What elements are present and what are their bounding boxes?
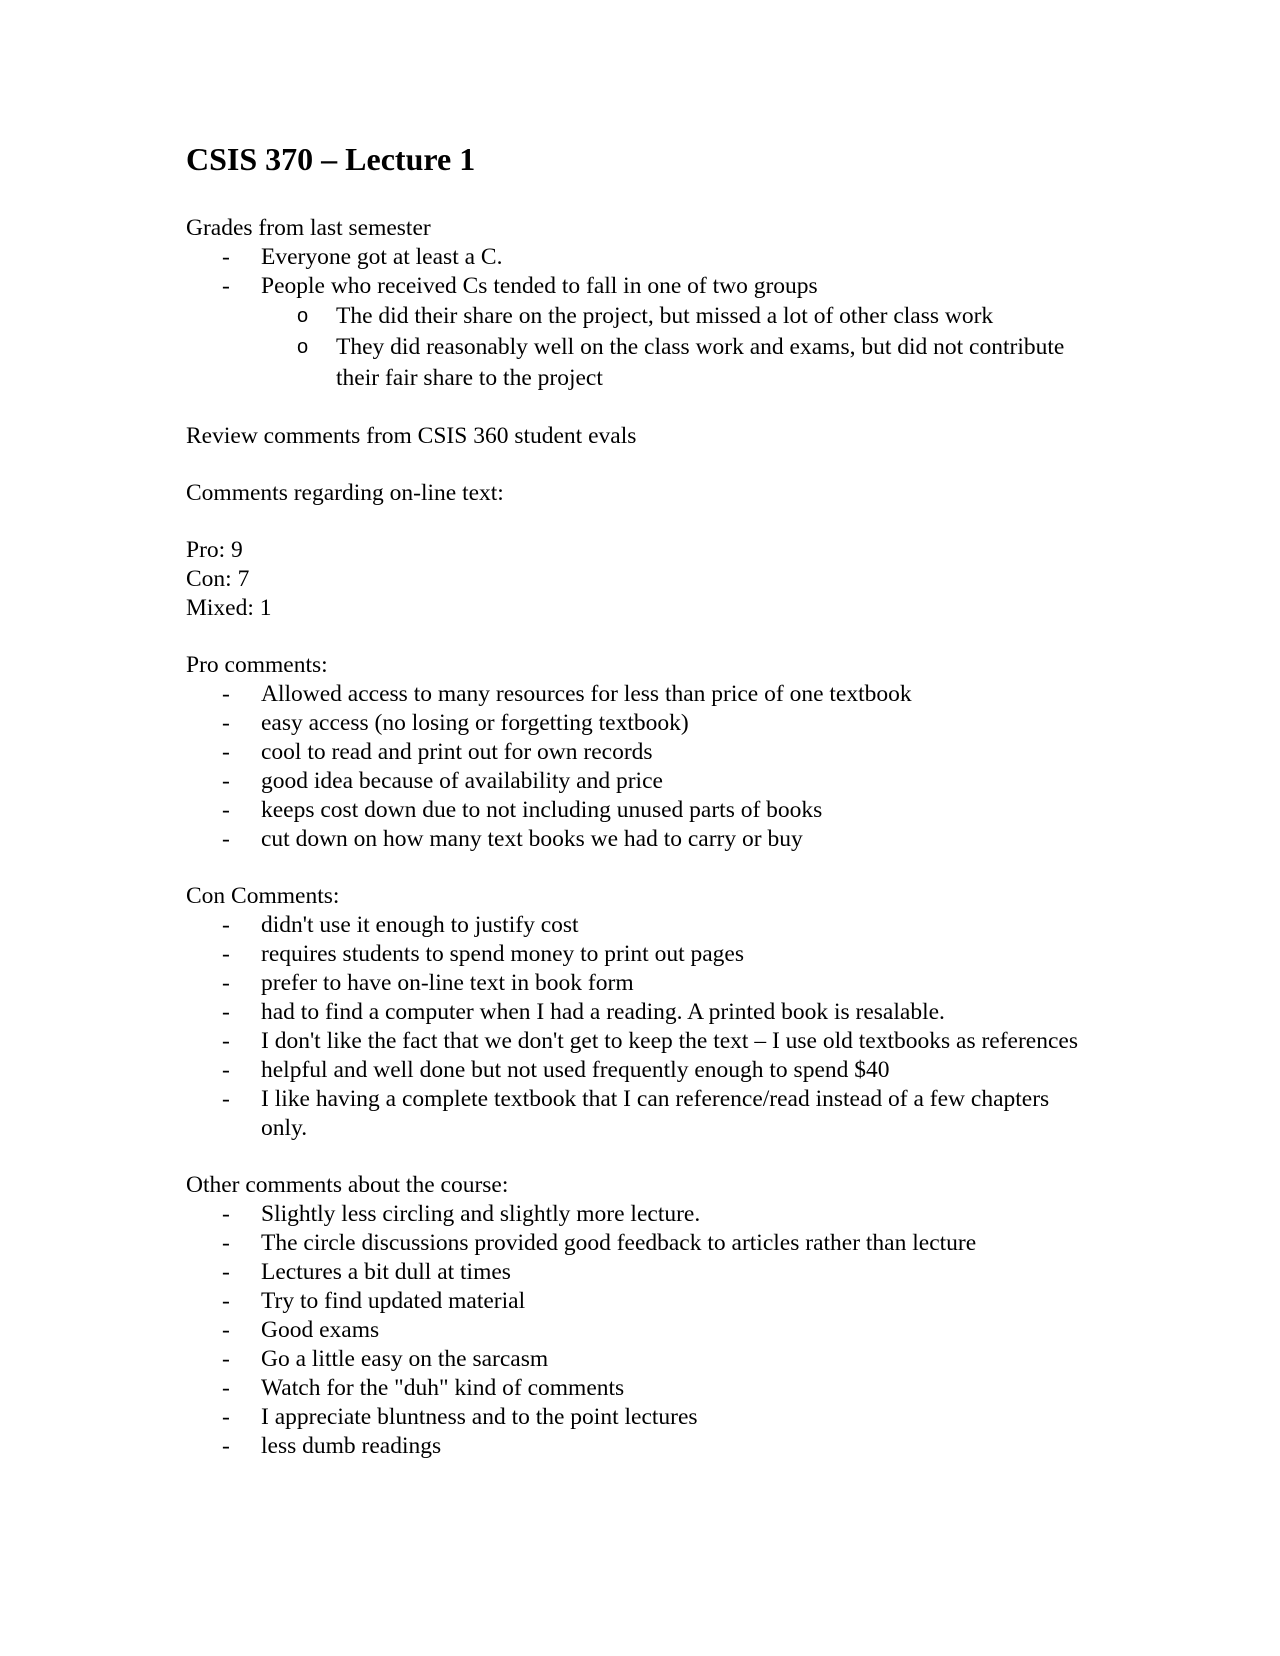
list-item-text: Slightly less circling and slightly more lecture. xyxy=(261,1201,701,1228)
list-item-text: easy access (no losing or forgetting textbook) xyxy=(261,710,689,737)
circle-bullet: o xyxy=(297,305,309,328)
list-item xyxy=(186,969,1086,998)
dash-bullet: - xyxy=(222,970,230,997)
list-item-text: Good exams xyxy=(261,1317,380,1344)
pro-comments-heading: Pro comments: xyxy=(186,652,328,679)
list-item xyxy=(186,825,1086,854)
list-item xyxy=(186,1258,1086,1287)
sublist-item-text: The did their share on the project, but missed a lot of other class work xyxy=(336,303,994,330)
list-item xyxy=(186,1403,1086,1432)
list-item xyxy=(186,796,1086,825)
list-item-text: I don't like the fact that we don't get to keep the text – I use old textbooks as references xyxy=(261,1028,1078,1055)
list-item-text: had to find a computer when I had a reading. A printed book is resalable. xyxy=(261,999,945,1026)
con-comments-list xyxy=(186,911,1086,1143)
sublist-item xyxy=(261,332,1086,394)
list-item xyxy=(186,911,1086,940)
list-item-text: Watch for the "duh" kind of comments xyxy=(261,1375,625,1402)
dash-bullet: - xyxy=(222,1317,230,1344)
list-item-text: I appreciate bluntness and to the point lectures xyxy=(261,1404,698,1431)
list-item xyxy=(186,1345,1086,1374)
list-item xyxy=(186,1085,1086,1143)
list-item-text: Everyone got at least a C. xyxy=(261,244,503,271)
list-item-text: The circle discussions provided good feedback to articles rather than lecture xyxy=(261,1230,977,1257)
list-item xyxy=(186,1287,1086,1316)
list-item-text: cool to read and print out for own records xyxy=(261,739,653,766)
other-comments-heading: Other comments about the course: xyxy=(186,1172,509,1199)
grades-heading: Grades from last semester xyxy=(186,215,431,242)
document-body xyxy=(186,140,1086,1461)
list-item xyxy=(186,767,1086,796)
list-item-text: Go a little easy on the sarcasm xyxy=(261,1346,549,1373)
list-item-text: People who received Cs tended to fall in one of two groups xyxy=(261,273,818,300)
list-item-text: good idea because of availability and price xyxy=(261,768,663,795)
tally-con: Con: 7 xyxy=(186,566,250,593)
grades-list xyxy=(186,243,1086,394)
list-item xyxy=(186,998,1086,1027)
list-item-text: keeps cost down due to not including unused parts of books xyxy=(261,797,823,824)
tally-pro: Pro: 9 xyxy=(186,537,243,564)
list-item xyxy=(186,1316,1086,1345)
dash-bullet: - xyxy=(222,912,230,939)
list-item-text: I like having a complete textbook that I can reference/read instead of a few chapters only. xyxy=(261,1086,1050,1142)
dash-bullet: - xyxy=(222,1433,230,1460)
list-item xyxy=(186,1229,1086,1258)
list-item-text: cut down on how many text books we had to carry or buy xyxy=(261,826,803,853)
sublist-item xyxy=(261,301,1086,332)
list-item-text: requires students to spend money to print out pages xyxy=(261,941,744,968)
list-item-text: prefer to have on-line text in book form xyxy=(261,970,634,997)
dash-bullet: - xyxy=(222,826,230,853)
dash-bullet: - xyxy=(222,1288,230,1315)
list-item xyxy=(186,243,1086,272)
dash-bullet: - xyxy=(222,273,230,300)
dash-bullet: - xyxy=(222,1028,230,1055)
dash-bullet: - xyxy=(222,681,230,708)
page-title: CSIS 370 – Lecture 1 xyxy=(186,141,476,177)
list-item xyxy=(186,709,1086,738)
list-item-text: less dumb readings xyxy=(261,1433,442,1460)
list-item xyxy=(186,1027,1086,1056)
dash-bullet: - xyxy=(222,1057,230,1084)
list-item xyxy=(186,940,1086,969)
dash-bullet: - xyxy=(222,1346,230,1373)
sublist-item-text: They did reasonably well on the class work and exams, but did not contribute their fair share to the project xyxy=(336,334,1065,392)
list-item-text: Allowed access to many resources for less than price of one textbook xyxy=(261,681,912,708)
dash-bullet: - xyxy=(222,1201,230,1228)
tally-mixed: Mixed: 1 xyxy=(186,595,272,622)
list-item xyxy=(186,1374,1086,1403)
dash-bullet: - xyxy=(222,1375,230,1402)
list-item-text: helpful and well done but not used frequently enough to spend $40 xyxy=(261,1057,890,1084)
dash-bullet: - xyxy=(222,244,230,271)
online-text-heading: Comments regarding on-line text: xyxy=(186,480,504,507)
dash-bullet: - xyxy=(222,710,230,737)
dash-bullet: - xyxy=(222,768,230,795)
dash-bullet: - xyxy=(222,797,230,824)
list-item xyxy=(186,1056,1086,1085)
dash-bullet: - xyxy=(222,739,230,766)
list-item xyxy=(186,680,1086,709)
con-comments-heading: Con Comments: xyxy=(186,883,340,910)
dash-bullet: - xyxy=(222,1259,230,1286)
pro-comments-list xyxy=(186,680,1086,854)
grades-sublist xyxy=(261,301,1086,394)
dash-bullet: - xyxy=(222,999,230,1026)
list-item-text: Lectures a bit dull at times xyxy=(261,1259,511,1286)
review-heading: Review comments from CSIS 360 student evals xyxy=(186,423,637,450)
list-item xyxy=(186,272,1086,394)
dash-bullet: - xyxy=(222,1404,230,1431)
dash-bullet: - xyxy=(222,941,230,968)
dash-bullet: - xyxy=(222,1230,230,1257)
list-item-text: Try to find updated material xyxy=(261,1288,526,1315)
list-item xyxy=(186,1432,1086,1461)
dash-bullet: - xyxy=(222,1086,230,1113)
list-item xyxy=(186,738,1086,767)
circle-bullet: o xyxy=(297,336,309,359)
list-item-text: didn't use it enough to justify cost xyxy=(261,912,579,939)
other-comments-list xyxy=(186,1200,1086,1461)
list-item xyxy=(186,1200,1086,1229)
